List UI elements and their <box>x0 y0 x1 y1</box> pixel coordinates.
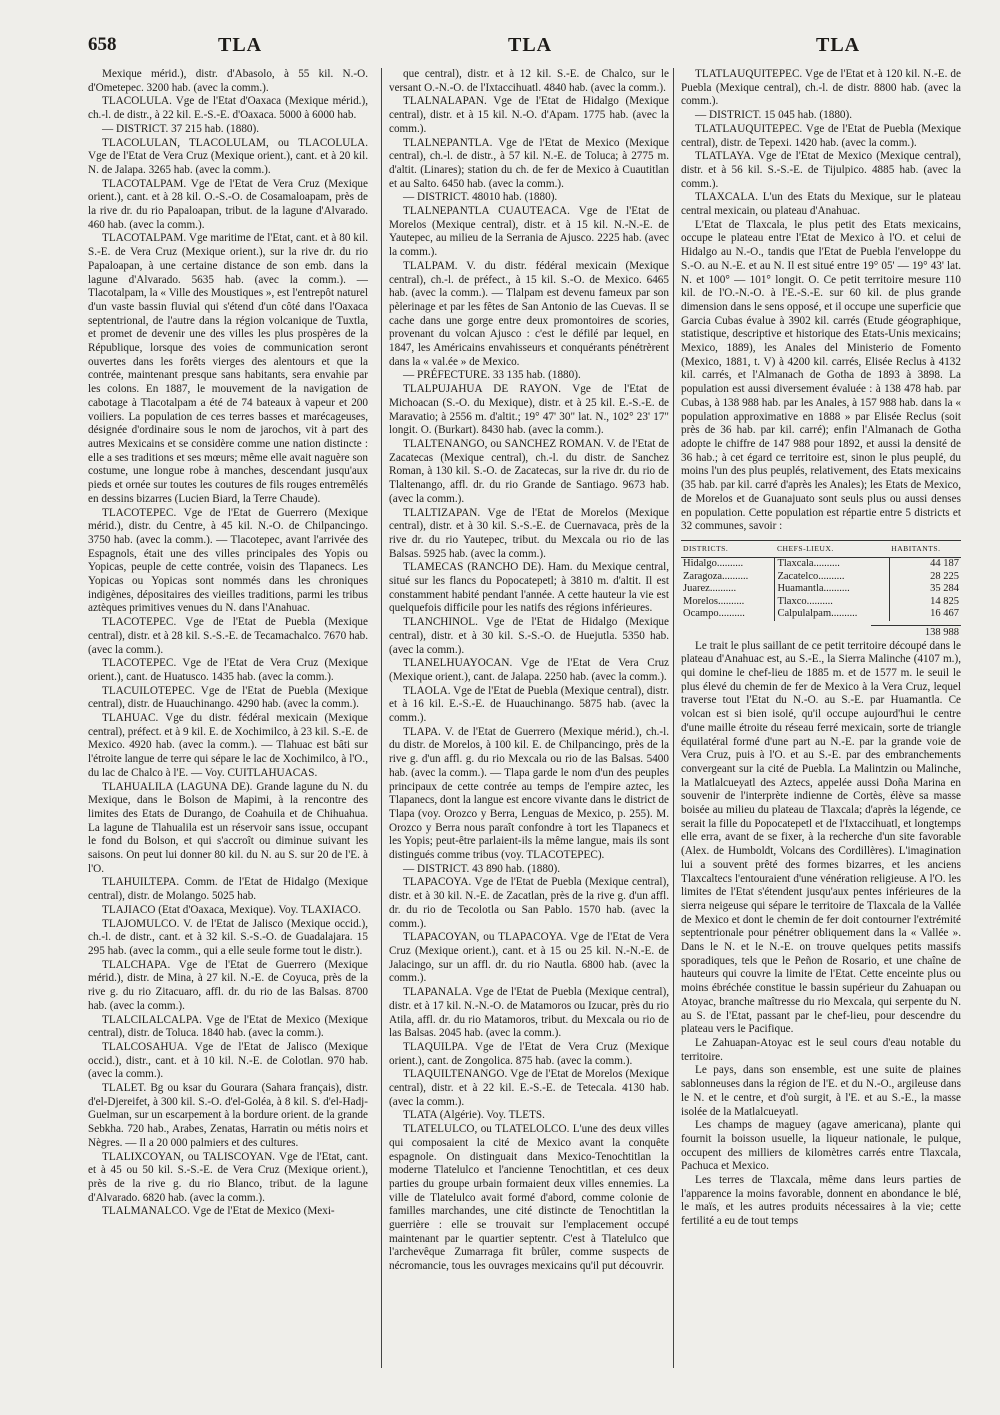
dictionary-entry: TLALPAM. V. du distr. fédéral mexicain (Mexique central), ch.-l. de préfect., à 15 kil. S.-O. de Mexico. 6465 hab. (avec la comm.). — Tlalpam est devenu fameux par son pèlerinage et par les fêtes de San Antonio de las Cuevas. Il se cache dans une gorge entre deux promontoires de scories, provenant du volcan Ajusco : c'est le défilé par lequel, en 1847, les Américains envahisseurs et conquérants pénétrèrent dans la « val.ée » de Mexico. <box>389 259 669 368</box>
dictionary-entry: TLAPACOYA. Vge de l'Etat de Puebla (Mexique central), distr. et à 30 kil. N.-E. de Zacatlan, près de la rive g. d'un affl. dr. du rio de Tecolotla ou San Pablo. 1570 hab. (avec la comm.). <box>389 876 669 930</box>
dictionary-entry: TLALPUJAHUA DE RAYON. Vge de l'Etat de Michoacan (S.-O. du Mexique), distr. et à 25 kil. E.-S.-E. de Maravatio; à 2556 m. d'altit.; 19° 47' 30" lat. N., 102° 23' 17" longit. O. (Burkart). 8430 hab. (avec la comm.). <box>389 383 669 437</box>
dictionary-entry: Le trait le plus saillant de ce petit territoire découpé dans le plateau d'Anahuac est, au S.-E., la Sierra Malinche (4107 m.), qui domine le chef-lieu de 1885 m. et de 1577 m. le seuil le plus élevé du chemin de fer de Mexico à la Vera Cruz, lequel traverse tout l'Etat du N.-O. au S.-E. par Huamantla. Ce volcan est si bien isolé, qu'il occupe aujourd'hui le centre d'une maille étroite du réseau ferré mexicain, sorte de triangle équilatéral formé d'une part au N.-E. par la grande voie de Vera Cruz, puis à l'O. et au S.-E. par des embranchements convergeant sur la cité de Puebla. La Malintzin ou Malinche, la Matlalcueyatl des Aztecs, appelée aussi Doña Marina en souvenir de l'interprète indienne de Cortès, élève sa masse boisée au milieu du plateau de Tlaxcala; d'après la légende, ce serait la fille du Popocatepetl et de l'Ixtaccihuatl, et longtemps elle erra, avant de se fixer, à la recherche d'un site favorable (Alex. de Humboldt, Volcans des Cordillères). L'imagination lui a souvent prêté des formes bizarres, et les anciens Tlaxcaltecs l'entouraient d'une vénération religieuse. A l'O. les limites de l'Etat s'étendent jusqu'aux pentes inférieures de la sierra neigeuse qui sépare le territoire de Tlaxcala de la Vallée de Mexico et dont le chemin de fer doit contourner l'extrémité septentrionale pour pénétrer obliquement dans la « Vallée ». Dans le N. et le N.-E. on trouve quelques petits massifs sporadiques, tels que le Peñon de Rosario, et une chaîne de hauteurs qui couvre la limite de l'Etat. Cette enceinte plus ou moins ébréchée constitue le bassin supérieur du Zahuapan ou Atoyac, branche maîtresse du rio Mexcala, qui serpente du N. au S. de l'Etat, passant par le chef-lieu, pour descendre du plateau vers le Pacifique. <box>681 639 961 1036</box>
dictionary-entry: TLAQUILTENANGO. Vge de l'Etat de Morelos (Mexique central), distr. et à 22 kil. E.-S.-E. de Tetecala. 4130 hab. (avec la comm.). <box>389 1068 669 1108</box>
column-divider <box>381 68 382 1368</box>
dictionary-entry: L'Etat de Tlaxcala, le plus petit des Etats mexicains, occupe le plateau entre l'Etat de Mexico à l'O. et celui de Hidalgo au N.-O., tandis que l'Etat de Puebla l'enveloppe du S.-O. au N.-E. et au N. Il est situé entre 19° 05' — 19° 43' lat. N. et 100° — 101° longit. O. Ce petit territoire mesure 110 kil. de l'O.-N.-O. à l'E.-S.-E. sur 60 kil. de plus grande dimension dans le sens opposé, et il occupe une superficie que Garcia Cubas évalue à 3902 kil. carrés (Etude géographique, statistique, descriptive et historique des Etats-Unis mexicains; Mexico, 1889), les Anales del Ministerio de Fomento (Mexico, 1881, t. V) à 4200 kil. carrés, Elisée Reclus à 4132 kil. carrés, et l'Almanach de Gotha de 1893 à 3898. La population est aussi diversement évaluée : à 138 478 hab. par Cubas, à 138 988 hab. par les Anales, à 157 988 hab. dans la « population approximative en 1888 » par Elisée Reclus (soit près de 36 hab. par kil. carré); enfin l'Almanach de Gotha adopte le chiffre de 147 988 pour 1892, et aussi la densité de 36 hab.; à cet égard ce territoire est, sinon le plus peuplé, du moins l'un des plus peuplés, relativement, des Etats mexicains (35 hab. par kil. carré d'après les Anales); les Etats de Mexico, de Morelos et de Guanajuato sont seuls plus ou aussi denses en population. Cette population est répartie entre 5 districts et 32 communes, savoir : <box>681 218 961 533</box>
table-cell: Hidalgo.......... <box>683 558 744 570</box>
table-row <box>681 608 961 621</box>
table-header: DISTRICTS. <box>681 540 775 558</box>
dictionary-entry: TLACOLULA. Vge de l'Etat d'Oaxaca (Mexique mérid.), ch.-l. de distr., à 22 kil. E.-S.-E. d'Oaxaca. 5000 à 6000 hab. <box>88 95 368 122</box>
dictionary-entry: TLALTENANGO, ou SANCHEZ ROMAN. V. de l'Etat de Zacatecas (Mexique central), ch.-l. du distr. de Sanchez Roman, à 130 kil. S.-O. de Zacatecas, sur la rive dr. du rio de Tlaltenango, affl. dr. du rio Grande de Santiago. 9673 hab. (avec la comm.). <box>389 437 669 505</box>
dictionary-entry: TLALET. Bg ou ksar du Gourara (Sahara français), distr. d'el-Djereifet, à 300 kil. S.-O. d'el-Goléa, à 8 kil. S. d'el-Hadj-Guelman, sur un escarpement à la bordure orient. de la grande Sebkha. 720 hab., Arabes, Zenatas, Harratin ou métis noirs et Nègres. — Il a 20 000 palmiers et des cultures. <box>88 1082 368 1149</box>
table-cell: Tlaxco.......... <box>775 596 889 609</box>
dictionary-entry: TLALIXCOYAN, ou TALISCOYAN. Vge de l'Etat, cant. et à 45 ou 50 kil. S.-S.-E. de Vera Cruz (Mexique orient.), près de la rive g. du rio Blanco, tribut. de la lagune d'Alvarado. 6820 hab. (avec la comm.). <box>88 1150 368 1204</box>
dictionary-entry: — DISTRICT. 43 890 hab. (1880). <box>403 862 561 875</box>
dictionary-entry: TLATLAUQUITEPEC. Vge de l'Etat et à 120 kil. N.-E. de Puebla (Mexique central), ch.-l. de distr. 8800 hab. (avec la comm.). <box>681 68 961 108</box>
dictionary-entry: TLALCOSAHUA. Vge de l'Etat de Jalisco (Mexique occid.), distr., cant. et à 10 kil. N.-E. de Colotlan. 970 hab. (avec la comm.). <box>88 1040 368 1081</box>
dictionary-entry: TLAXCALA. L'un des Etats du Mexique, sur le plateau central mexicain, ou plateau d'Anahuac. <box>681 191 961 218</box>
text-column-3 <box>681 68 961 1368</box>
dictionary-entry: — DISTRICT. 15 045 hab. (1880). <box>695 109 853 122</box>
table-cell: 28 225 <box>889 571 961 584</box>
dictionary-entry: — DISTRICT. 48010 hab. (1880). <box>403 191 558 204</box>
dictionary-entry: TLALMANALCO. Vge de l'Etat de Mexico (Mexi- <box>102 1205 335 1218</box>
dictionary-entry: TLALNEPANTLA CUAUTEACA. Vge de l'Etat de Morelos (Mexique central), distr. et à 15 kil. N.-N.-E. de Yautepec, au milieu de la Serrania de Ajusco. 2225 hab. (avec la comm.). <box>389 205 669 259</box>
dictionary-entry: TLATLAUQUITEPEC. Vge de l'Etat de Puebla (Mexique central), distr. de Tepexi. 1420 hab. (avec la comm.). <box>681 122 961 149</box>
text-column-1 <box>88 68 368 1368</box>
dictionary-entry: TLATLAYA. Vge de l'Etat de Mexico (Mexique central), distr. et à 56 kil. S.-S.-E. de Tijulpico. 4885 hab. (avec la comm.). <box>681 150 961 190</box>
table-total: 138 988 <box>871 625 961 640</box>
dictionary-entry: TLAPANALA. Vge de l'Etat de Puebla (Mexique central), distr. et à 17 kil. N.-N.-O. de Matamoros ou Izucar, près du rio Atila, affl. dr. du rio Matamoros, tribut. du Mexcala ou rio de las Balsas. 2045 hab. (avec la comm.). <box>389 986 669 1040</box>
table-cell: 16 467 <box>889 608 961 621</box>
table-cell: 14 825 <box>889 596 961 609</box>
dictionary-entry: TLANELHUAYOCAN. Vge de l'Etat de Vera Cruz (Mexique orient.), cant. de Jalapa. 2250 hab. (avec la comm.). <box>389 657 669 683</box>
dictionary-entry: TLALNEPANTLA. Vge de l'Etat de Mexico (Mexique central), ch.-l. de distr., à 57 kil. N.-E. de Toluca; à 2775 m. d'altit. (Linares); station du ch. de fer de Mexico à Cuautitlan et au Salto. 6450 hab. (avec la comm.). <box>389 136 669 190</box>
dictionary-entry: TLALTIZAPAN. Vge de l'Etat de Morelos (Mexique central), distr. et à 30 kil. S.-S.-E. de Cuernavaca, près de la rive dr. du rio Yautepec, tribut. du Mexcala ou rio de las Balsas. 5925 hab. (avec la comm.). <box>389 506 669 560</box>
dictionary-entry: TLAPACOYAN, ou TLAPACOYA. Vge de l'Etat de Vera Cruz (Mexique orient.), cant. et à 15 ou 25 kil. N.-N.-E. de Jalacingo, sur un affl. dr. du rio Nautla. 6800 hab. (avec la comm.). <box>389 931 669 985</box>
dictionary-entry: — DISTRICT. 37 215 hab. (1880). <box>102 122 260 135</box>
table-cell: Zacatelco.......... <box>775 571 889 584</box>
table-cell: Ocampo.......... <box>683 608 745 620</box>
dictionary-entry: TLAJOMULCO. V. de l'Etat de Jalisco (Mexique occid.), ch.-l. de distr., cant. et à 32 kil. S.-S.-O. de Guadalajara. 15 295 hab. (avec la comm., qui a elle seule forme tout le distr.). <box>88 917 368 957</box>
table-cell: Morelos.......... <box>683 595 745 607</box>
dictionary-entry: Le pays, dans son ensemble, est une suite de plaines sablonneuses dans la région de l'E. et du N.-O., argileuse dans le N. et le centre, et d'où surgit, à l'E. et au S.-E., la masse isolée de la Matlalcueyatl. <box>681 1064 961 1118</box>
dictionary-entry: TLACOTEPEC. Vge de l'Etat de Puebla (Mexique central), distr. et à 28 kil. S.-S.-E. de Tecamachalco. 7670 hab. (avec la comm.). <box>88 616 368 656</box>
table-row <box>681 596 961 609</box>
table-row <box>681 583 961 596</box>
dictionary-entry: Les champs de maguey (agave americana), plante qui fournit la boisson usuelle, la liqueur nationale, le pulque, occupent des milliers de kilomètres carrés entre Tlaxcala, Pachuca et Mexico. <box>681 1119 961 1173</box>
dictionary-entry: TLANCHINOL. Vge de l'Etat de Hidalgo (Mexique central), distr. et à 30 kil. S.-S.-O. de Huejutla. 5350 hab. (avec la comm.). <box>389 616 669 656</box>
dictionary-entry: — PRÉFECTURE. 33 135 hab. (1880). <box>403 369 581 382</box>
table-cell: Juarez.......... <box>683 583 737 595</box>
dictionary-entry: TLACUILOTEPEC. Vge de l'Etat de Puebla (Mexique central), distr. de Huauchinango. 4290 hab. (avec la comm.). <box>88 684 368 711</box>
dictionary-entry: TLACOTEPEC. Vge de l'Etat de Vera Cruz (Mexique orient.), cant. de Huatusco. 1435 hab. (avec la comm.). <box>88 657 368 683</box>
table-cell: Huamantla.......... <box>775 583 889 596</box>
running-head-left: TLA <box>218 34 263 56</box>
dictionary-entry: TLACOTEPEC. Vge de l'Etat de Guerrero (Mexique mérid.), distr. du Centre, à 45 kil. N.-O. de Chilpancingo. 3750 hab. (avec la comm.). — Tlacotepec, avant l'arrivée des Espagnols, était une des villes principales des Yopis ou Yopicas, peuple de cette contrée, voisin des Tlapanecs. Les Yopicas ou Yopicas sont nommés dans les chroniques indigènes, dépositaires des vieilles traditions, parmi les tribus aztèques primitives venues du N. dans l'Anahuac. <box>88 506 368 615</box>
dictionary-entry: TLALCHAPA. Vge de l'Etat de Guerrero (Mexique mérid.), distr. de Mina, à 27 kil. N.-E. de Coyuca, près de la rive g. du rio Zitacuaro, affl. dr. du rio de las Balsas. 8700 hab. (avec la comm.). <box>88 958 368 1012</box>
table-row <box>681 571 961 584</box>
running-head-center: TLA <box>508 34 553 56</box>
running-head-right: TLA <box>816 34 861 56</box>
table-cell: 44 187 <box>889 558 961 571</box>
dictionary-entry: Les terres de Tlaxcala, même dans leurs parties de l'apparence la moins favorable, donnent en abondance le blé, le maïs, et les autres produits nécessaires à la vie; cette fertilité a eu de tout temps <box>681 1174 961 1228</box>
dictionary-entry: TLAPA. V. de l'Etat de Guerrero (Mexique mérid.), ch.-l. du distr. de Morelos, à 100 kil. E. de Chilpancingo, près de la rive g. d'un affl. g. du rio Mexcala ou rio de las Balsas. 5400 hab. (avec la comm.). — Tlapa garde le nom d'un des peuples principaux de cette contrée au temps de l'empire aztec, les Tlapanecs, dont la langue est encore vivante dans le district de Tlapa (voy. Orozco y Berra, Lenguas de Mexico, p. 255). M. Orozco y Berra nous paraît confondre à tort les Tlapanecs et les Yopis; peut-être parlaient-ils la même langue, mais ils sont distingués comme tribus (voy. TLACOTEPEC). <box>389 725 669 862</box>
dictionary-entry: TLAMECAS (RANCHO DE). Ham. du Mexique central, situé sur les flancs du Popocatepetl; à 3810 m. d'altit. Il est constamment habité pendant l'année. A cette hauteur la vie est quelquefois difficile pour les natifs des régions inférieures. <box>389 561 669 615</box>
table-cell: Calpulalpam.......... <box>775 608 889 621</box>
districts-table <box>681 540 961 621</box>
dictionary-entry: TLAQUILPA. Vge de l'Etat de Vera Cruz (Mexique orient.), cant. de Zongolica. 875 hab. (avec la comm.). <box>389 1040 669 1067</box>
column-divider <box>673 68 674 1368</box>
table-header: HABITANTS. <box>889 540 961 558</box>
dictionary-entry: Le Zahuapan-Atoyac est le seul cours d'eau notable du territoire. <box>681 1037 961 1063</box>
table-row <box>681 558 961 571</box>
dictionary-entry: TLACOLULAN, TLACOLULAM, ou TLACOLULA. Vge de l'Etat de Vera Cruz (Mexique orient.), cant. et à 20 kil. N. de Jalapa. 3265 hab. (avec la comm.). <box>88 136 368 176</box>
dictionary-entry: que central), distr. et à 12 kil. S.-E. de Chalco, sur le versant O.-N.-O. de l'Ixtaccihuatl. 4840 hab. (avec la comm.). <box>389 68 669 94</box>
dictionary-entry: TLAJIACO (Etat d'Oaxaca, Mexique). Voy. TLAXIACO. <box>102 903 361 916</box>
dictionary-entry: TLATELULCO, ou TLATELOLCO. L'une des deux villes qui composaient la cité de Mexico avant la conquête espagnole. On distinguait dans Mexico-Tenochtitlan la moderne Tlatelulco et l'ancienne Tenochtitlan, et ces deux parties du groupe urbain formaient deux villes ennemies. La ville de Tlatelulco avait formé d'abord, comme colonie de familles marchandes, une cité distincte de Tenochtitlan la guerrière : elle se trouvait sur l'emplacement occupé maintenant par le quartier septentr. C'est à Tlatelulco que l'archevêque Zumarraga fit brûler, comme suspects de nécromancie, tous les ouvrages mexicains qu'il put découvrir. <box>389 1123 669 1273</box>
dictionary-entry: Mexique mérid.), distr. d'Abasolo, à 55 kil. N.-O. d'Ometepec. 3200 hab. (avec la comm.). <box>88 68 368 94</box>
dictionary-entry: TLALCILALCALPA. Vge de l'Etat de Mexico (Mexique central), distr. de Toluca. 1840 hab. (avec la comm.). <box>88 1013 368 1040</box>
dictionary-entry: TLACOTALPAM. Vge maritime de l'Etat, cant. et à 80 kil. S.-E. de Vera Cruz (Mexique orient.), sur la rive dr. du rio Papaloapan, à une certaine distance de son emb. dans la lagune d'Alvarado. 5635 hab. (avec la comm.). — Tlacotalpam, la « Ville des Moustiques », est l'entrepôt naturel d'un vaste bassin fluvial qui s'étend d'un côté dans l'Oaxaca septentrional, de l'autre dans la région volcanique de Tuxtla, et promet de devenir une des villes les plus prospères de la République, lorsque des voies de communication seront ouvertes dans les forêts vierges des alentours et que la contrée, maintenant presque sans habitants, sera envahie par les colons. En 1887, le mouvement de la navigation de cabotage à Tlacotalpam a été de 74 bateaux à vapeur et 200 voiliers. La population de ces terres basses et marécageuses, désignée d'ordinaire sous le nom de jarochos, vit à part des autres Mexicains et se considère comme une nation distincte : elle a ses traditions et ses mœurs; même elle avait naguère son costume, une longue robe à manches, descendant jusqu'aux pieds et ornée sur toutes les coutures de fils rouges entremêlés en dessins bizarres (Lucien Biard, la Terre Chaude). <box>88 232 368 505</box>
table-cell: 35 284 <box>889 583 961 596</box>
text-column-2 <box>389 68 669 1368</box>
table-cell: Tlaxcala.......... <box>775 558 889 571</box>
dictionary-entry: TLAHUILTEPA. Comm. de l'Etat de Hidalgo (Mexique central), distr. de Molango. 5025 hab. <box>88 876 368 903</box>
page-number: 658 <box>88 34 117 55</box>
table-cell: Zaragoza.......... <box>683 570 749 582</box>
dictionary-entry: TLALNALAPAN. Vge de l'Etat de Hidalgo (Mexique central), distr. et à 15 kil. N.-O. d'Apam. 1775 hab. (avec la comm.). <box>389 95 669 135</box>
dictionary-entry: TLAHUALILA (LAGUNA DE). Grande lagune du N. du Mexique, dans le Bolson de Mapimi, à la rencontre des limites des Etats de Durango, de Coahuila et de Chihuahua. La lagune de Tlahualila est un réservoir sans issue, occupant le fond du Bolson, et qui s'accroît ou diminue suivant les saisons. On peut lui donner 80 kil. du N. au S. sur 20 de l'E. à l'O. <box>88 780 368 875</box>
dictionary-entry: TLAOLA. Vge de l'Etat de Puebla (Mexique central), distr. et à 16 kil. E.-S.-E. de Huauchinango. 5875 hab. (avec la comm.). <box>389 684 669 725</box>
dictionary-entry: TLATA (Algérie). Voy. TLETS. <box>403 1109 545 1122</box>
table-header: CHEFS-LIEUX. <box>775 540 889 558</box>
dictionary-entry: TLACOTALPAM. Vge de l'Etat de Vera Cruz (Mexique orient.), cant. et à 28 kil. O.-S.-O. de Cosamaloapam, près de la rive dr. du rio Papaloapan, tribut. de la lagune d'Alvarado. 460 hab. (avec la comm.). <box>88 177 368 231</box>
dictionary-entry: TLAHUAC. Vge du distr. fédéral mexicain (Mexique central), préfect. et à 9 kil. E. de Xochimilco, à 23 kil. S.-E. de Mexico. 4920 hab. (avec la comm.). — Tlahuac est bâti sur l'étroite langue de terre qui sépare le lac de Xochimilco, à l'O., du lac de Chalco à l'E. — Voy. CUITLAHUACAS. <box>88 712 368 779</box>
page-header <box>0 34 1000 64</box>
